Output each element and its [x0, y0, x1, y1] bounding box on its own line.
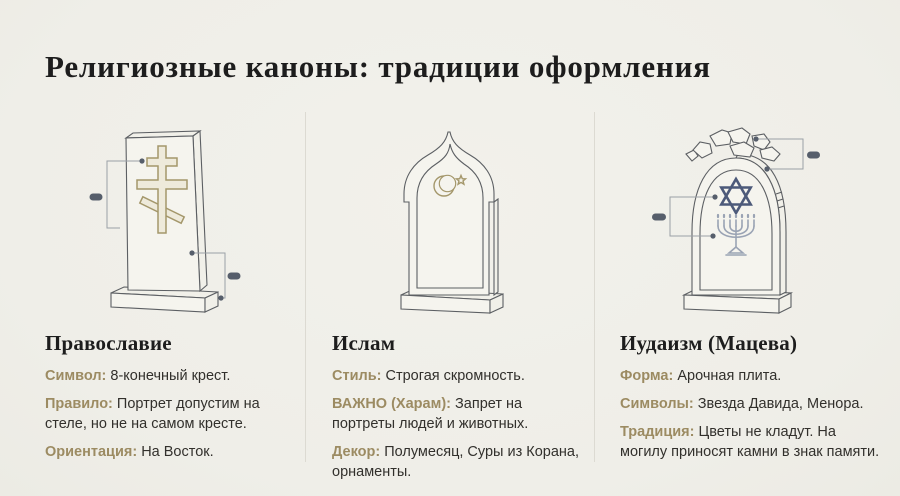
column-orthodoxy [45, 330, 293, 470]
info-row [332, 394, 580, 434]
callout-marker-pill [228, 273, 241, 280]
column-heading-islam: Ислам [332, 331, 396, 355]
row-text: Цветы не кладут. На могилу приносят камни в знак памяти. [620, 424, 880, 460]
row-label: Декор: [332, 444, 381, 460]
jewish-monument-illustration [630, 120, 880, 325]
row-label: ВАЖНО (Харам): [332, 396, 451, 412]
stele [404, 132, 498, 295]
row-text: Полумесяц, Суры из Корана, орнаменты. [332, 444, 580, 480]
info-row [620, 366, 882, 386]
row-text: Звезда Давида, Менора. [697, 396, 864, 412]
row-label: Традиция: [620, 424, 695, 440]
column-divider-1 [305, 112, 306, 462]
row-label: Правило: [45, 396, 113, 412]
row-text: Арочная плита. [677, 368, 782, 384]
row-text: Портрет допустим на стеле, но не на самом кресте. [45, 396, 260, 432]
row-label: Ориентация: [45, 444, 138, 460]
row-text: На Восток. [141, 444, 214, 460]
row-text: Запрет на портреты людей и животных. [332, 396, 529, 432]
callout-marker-pill [807, 152, 820, 159]
column-islam [332, 330, 580, 490]
callout-marker-pill [90, 194, 103, 201]
stones-icon [686, 128, 780, 161]
page-title: Религиозные каноны: традиции оформления [45, 48, 711, 84]
row-text: 8-конечный крест. [110, 368, 231, 384]
row-label: Стиль: [332, 368, 382, 384]
info-row [620, 394, 882, 414]
info-row [332, 442, 580, 482]
row-label: Форма: [620, 368, 674, 384]
info-row [45, 394, 293, 434]
info-row [620, 422, 882, 462]
stele [692, 154, 786, 295]
callout-marker-pill [652, 214, 666, 221]
orthodox-monument-illustration [55, 113, 305, 318]
column-judaism [620, 330, 882, 470]
info-row [45, 366, 293, 386]
row-label: Символы: [620, 396, 694, 412]
islamic-monument-illustration [360, 118, 560, 323]
row-label: Символ: [45, 368, 107, 384]
column-heading-orthodoxy: Православие [45, 331, 172, 355]
info-row [332, 366, 580, 386]
info-row [45, 442, 293, 462]
column-divider-2 [594, 112, 595, 462]
row-text: Строгая скромность. [385, 368, 525, 384]
column-heading-judaism: Иудаизм (Мацева) [620, 331, 798, 355]
